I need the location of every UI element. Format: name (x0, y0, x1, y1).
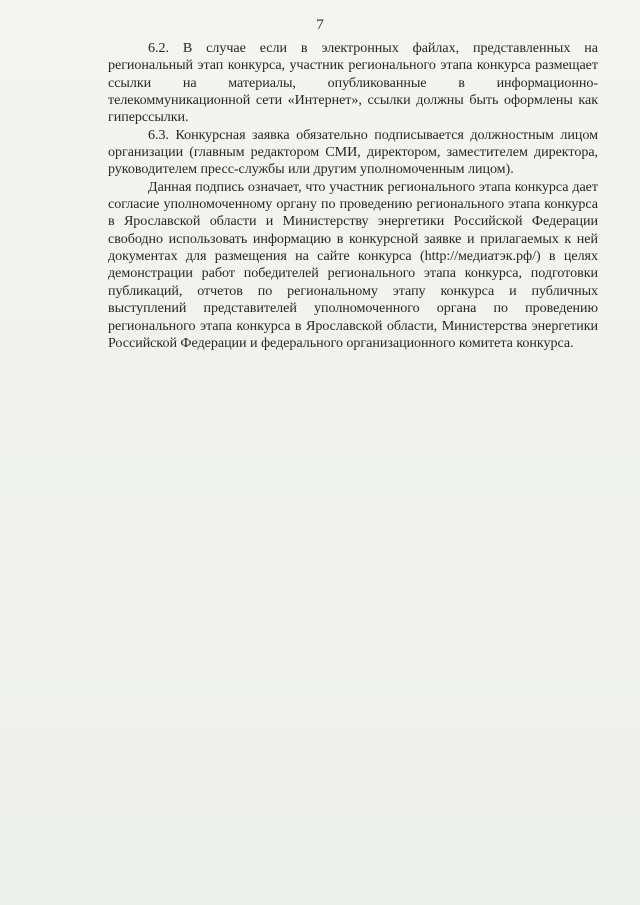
paragraph-consent: Данная подпись означает, что участник регионального этапа конкурса дает согласие уполномоченному органу по проведению регионального этапа конкурса в Ярославской области и Министерству энергетики Российской Федерации свободно использовать информацию в конкурсной заявке и прилагаемых к ней документах для размещения на сайте конкурса (http://медиатэк.рф/) в целях демонстрации работ победителей регионального этапа конкурса, подготовки публикаций, отчетов по региональному этапу конкурса и публичных выступлений представителей уполномоченного органа по проведению регионального этапа конкурса в Ярославской области, Министерства энергетики Российской Федерации и федерального организационного комитета конкурса. (108, 178, 598, 351)
paragraph-6-2: 6.2. В случае если в электронных файлах, представленных на региональный этап конкурса, участник регионального этапа конкурса размещает ссылки на материалы, опубликованные в информационно-телекоммуникационной сети «Интернет», ссылки должны быть оформлены как гиперссылки. (108, 40, 598, 126)
document-body (108, 40, 598, 352)
paragraph-6-3: 6.3. Конкурсная заявка обязательно подписывается должностным лицом организации (главным редактором СМИ, директором, заместителем директора, руководителем пресс-службы или другим уполномоченным лицом). (108, 126, 598, 178)
page-number: 7 (316, 17, 324, 33)
